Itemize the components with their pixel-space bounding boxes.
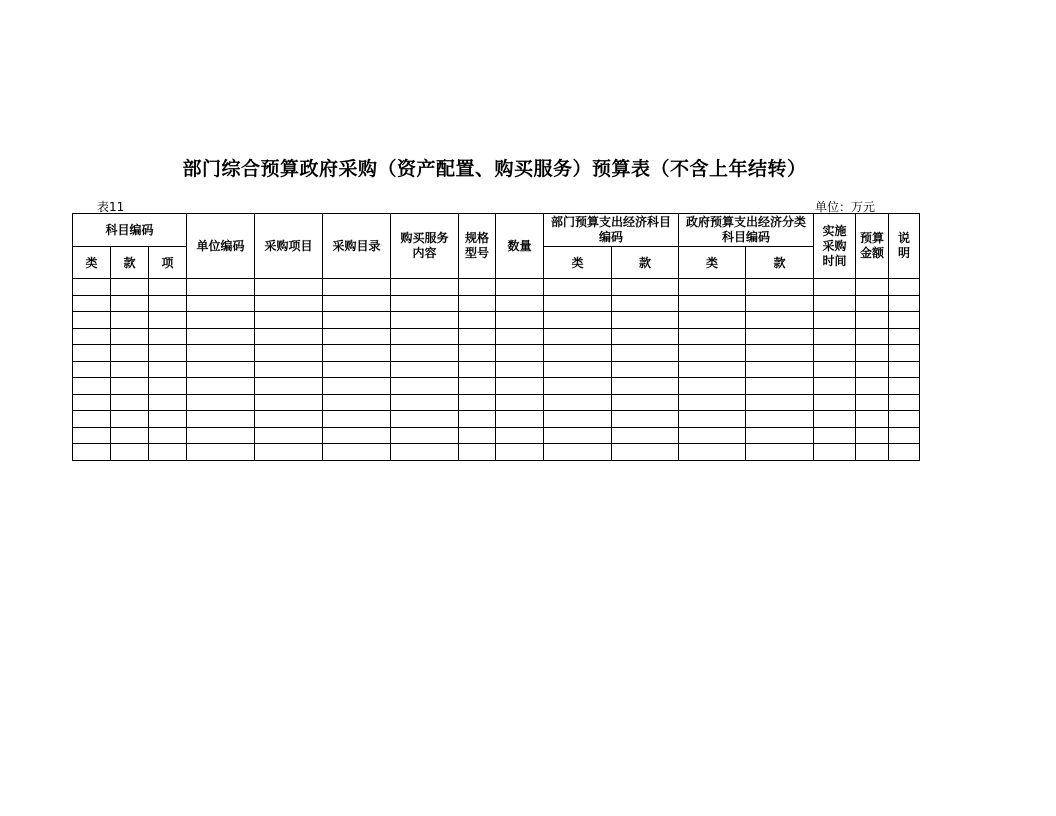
table-cell[interactable] [255,279,323,296]
table-cell[interactable] [814,328,856,345]
table-cell[interactable] [679,378,746,395]
table-cell[interactable] [149,312,187,329]
table-cell[interactable] [679,394,746,411]
table-cell[interactable] [746,361,814,378]
table-cell[interactable] [814,279,856,296]
table-cell[interactable] [544,295,612,312]
table-cell[interactable] [187,295,255,312]
table-cell[interactable] [746,345,814,362]
table-cell[interactable] [187,345,255,362]
table-cell[interactable] [496,427,544,444]
table-cell[interactable] [73,279,111,296]
table-cell[interactable] [459,328,496,345]
table-row [73,378,920,395]
header-dept-kuan: 款 [612,247,679,279]
header-quantity: 数量 [496,214,544,279]
table-cell[interactable] [255,328,323,345]
table-row [73,361,920,378]
table-cell[interactable] [323,279,391,296]
table-cell[interactable] [856,444,889,461]
header-spec-model: 规格型号 [459,214,496,279]
table-cell[interactable] [187,361,255,378]
table-cell[interactable] [149,295,187,312]
table-cell[interactable] [814,378,856,395]
table-cell[interactable] [544,378,612,395]
table-cell[interactable] [323,295,391,312]
table-cell[interactable] [391,378,459,395]
header-xiang: 项 [149,247,187,279]
table-cell[interactable] [496,328,544,345]
header-subject-code: 科目编码 [73,214,187,247]
table-cell[interactable] [73,378,111,395]
table-cell[interactable] [856,345,889,362]
table-cell[interactable] [149,394,187,411]
table-cell[interactable] [496,279,544,296]
header-purchase-project: 采购项目 [255,214,323,279]
table-cell[interactable] [889,361,920,378]
header-service-content: 购买服务内容 [391,214,459,279]
table-cell[interactable] [149,279,187,296]
table-cell[interactable] [889,378,920,395]
table-cell[interactable] [496,394,544,411]
table-cell[interactable] [391,328,459,345]
header-kuan: 款 [111,247,149,279]
table-cell[interactable] [496,361,544,378]
table-cell[interactable] [459,295,496,312]
header-gov-kuan: 款 [746,247,814,279]
table-cell[interactable] [612,427,679,444]
table-cell[interactable] [889,394,920,411]
table-cell[interactable] [856,279,889,296]
table-cell[interactable] [544,279,612,296]
table-cell[interactable] [856,394,889,411]
table-cell[interactable] [149,345,187,362]
table-cell[interactable] [323,312,391,329]
table-cell[interactable] [889,427,920,444]
table-cell[interactable] [746,312,814,329]
header-dept-lei: 类 [544,247,612,279]
table-cell[interactable] [73,361,111,378]
header-row-1 [73,214,920,247]
table-cell[interactable] [391,345,459,362]
table-cell[interactable] [814,444,856,461]
table-cell[interactable] [612,444,679,461]
table-cell[interactable] [496,345,544,362]
table-cell[interactable] [323,328,391,345]
table-row [73,444,920,461]
table-cell[interactable] [323,378,391,395]
table-cell[interactable] [612,345,679,362]
table-cell[interactable] [679,427,746,444]
budget-table [72,213,920,461]
table-row [73,295,920,312]
table-cell[interactable] [73,295,111,312]
table-row [73,345,920,362]
page-title: 部门综合预算政府采购（资产配置、购买服务）预算表（不含上年结转） [182,158,807,180]
table-cell[interactable] [391,312,459,329]
table-cell[interactable] [111,328,149,345]
table-cell[interactable] [255,295,323,312]
table-cell[interactable] [679,411,746,428]
table-cell[interactable] [679,279,746,296]
table-cell[interactable] [544,411,612,428]
table-cell[interactable] [814,361,856,378]
table-cell[interactable] [612,378,679,395]
table-cell[interactable] [612,328,679,345]
table-cell[interactable] [746,444,814,461]
table-cell[interactable] [814,345,856,362]
table-cell[interactable] [679,361,746,378]
table-row [73,279,920,296]
table-number: 表11 [97,200,125,214]
header-unit-code: 单位编码 [187,214,255,279]
table-cell[interactable] [255,345,323,362]
unit-label: 单位：万元 [815,200,876,214]
table-cell[interactable] [187,427,255,444]
table-cell[interactable] [856,378,889,395]
table-cell[interactable] [391,295,459,312]
table-cell[interactable] [149,328,187,345]
table-row [73,312,920,329]
table-cell[interactable] [889,312,920,329]
table-cell[interactable] [679,312,746,329]
header-note: 说明 [889,214,920,279]
table-cell[interactable] [746,328,814,345]
table-cell[interactable] [187,411,255,428]
table-cell[interactable] [187,312,255,329]
table-cell[interactable] [679,328,746,345]
table-cell[interactable] [323,444,391,461]
header-impl-time: 实施采购时间 [814,214,856,279]
table-cell[interactable] [255,444,323,461]
table-cell[interactable] [814,427,856,444]
table-cell[interactable] [323,345,391,362]
table-cell[interactable] [746,295,814,312]
table-cell[interactable] [255,394,323,411]
table-cell[interactable] [544,427,612,444]
table-cell[interactable] [111,394,149,411]
table-cell[interactable] [496,378,544,395]
table-cell[interactable] [496,295,544,312]
table-cell[interactable] [459,394,496,411]
table-cell[interactable] [255,378,323,395]
table-cell[interactable] [544,345,612,362]
table-cell[interactable] [612,411,679,428]
table-cell[interactable] [856,427,889,444]
table-cell[interactable] [496,411,544,428]
header-lei: 类 [73,247,111,279]
table-row [73,394,920,411]
table-row [73,328,920,345]
table-cell[interactable] [496,312,544,329]
table-cell[interactable] [889,295,920,312]
table-cell[interactable] [73,444,111,461]
table-cell[interactable] [814,394,856,411]
table-cell[interactable] [856,361,889,378]
table-cell[interactable] [612,312,679,329]
table-cell[interactable] [73,312,111,329]
table-cell[interactable] [612,361,679,378]
table-cell[interactable] [111,312,149,329]
table-cell[interactable] [612,394,679,411]
table-cell[interactable] [679,444,746,461]
table-cell[interactable] [459,378,496,395]
table-cell[interactable] [111,444,149,461]
table-cell[interactable] [73,394,111,411]
table-cell[interactable] [149,411,187,428]
table-cell[interactable] [746,378,814,395]
table-cell[interactable] [111,279,149,296]
table-cell[interactable] [111,411,149,428]
table-cell[interactable] [149,361,187,378]
table-cell[interactable] [255,427,323,444]
table-body [73,279,920,461]
table-cell[interactable] [459,411,496,428]
table-cell[interactable] [323,411,391,428]
table-cell[interactable] [459,279,496,296]
table-cell[interactable] [111,361,149,378]
table-cell[interactable] [187,394,255,411]
table-cell[interactable] [391,411,459,428]
table-cell[interactable] [391,361,459,378]
table-cell[interactable] [814,295,856,312]
table-cell[interactable] [889,328,920,345]
header-budget-amount: 预算金额 [856,214,889,279]
table-cell[interactable] [391,279,459,296]
table-cell[interactable] [459,361,496,378]
table-cell[interactable] [459,427,496,444]
table-cell[interactable] [459,312,496,329]
header-gov-lei: 类 [679,247,746,279]
table-cell[interactable] [187,378,255,395]
table-cell[interactable] [391,427,459,444]
table-cell[interactable] [814,411,856,428]
table-cell[interactable] [679,295,746,312]
table-cell[interactable] [544,312,612,329]
table-cell[interactable] [73,345,111,362]
table-cell[interactable] [323,394,391,411]
table-cell[interactable] [889,345,920,362]
table-cell[interactable] [111,295,149,312]
table-cell[interactable] [187,444,255,461]
table-cell[interactable] [111,378,149,395]
header-purchase-catalog: 采购目录 [323,214,391,279]
table-cell[interactable] [856,411,889,428]
table-row [73,411,920,428]
table-cell[interactable] [612,295,679,312]
table-cell[interactable] [544,361,612,378]
table-cell[interactable] [111,345,149,362]
table-cell[interactable] [746,411,814,428]
table-cell[interactable] [391,394,459,411]
table-cell[interactable] [544,444,612,461]
table-cell[interactable] [889,444,920,461]
table-cell[interactable] [856,328,889,345]
table-cell[interactable] [746,427,814,444]
table-cell[interactable] [746,394,814,411]
table-cell[interactable] [73,328,111,345]
table-cell[interactable] [459,444,496,461]
table-cell[interactable] [149,427,187,444]
table-cell[interactable] [255,411,323,428]
table-cell[interactable] [391,444,459,461]
table-cell[interactable] [889,411,920,428]
table-cell[interactable] [73,427,111,444]
table-cell[interactable] [149,378,187,395]
table-cell[interactable] [255,312,323,329]
table-row [73,427,920,444]
table-cell[interactable] [856,295,889,312]
header-gov-econ-code: 政府预算支出经济分类科目编码 [679,214,814,247]
table-cell[interactable] [679,345,746,362]
table-cell[interactable] [544,394,612,411]
table-cell[interactable] [149,444,187,461]
table-cell[interactable] [187,279,255,296]
table-cell[interactable] [746,279,814,296]
table-cell[interactable] [187,328,255,345]
table-cell[interactable] [459,345,496,362]
table-cell[interactable] [612,279,679,296]
table-cell[interactable] [73,411,111,428]
table-cell[interactable] [814,312,856,329]
table-cell[interactable] [323,361,391,378]
table-cell[interactable] [496,444,544,461]
table-cell[interactable] [111,427,149,444]
table-cell[interactable] [544,328,612,345]
table-cell[interactable] [856,312,889,329]
table-cell[interactable] [889,279,920,296]
table-cell[interactable] [323,427,391,444]
table-cell[interactable] [255,361,323,378]
header-dept-econ-code: 部门预算支出经济科目编码 [544,214,679,247]
